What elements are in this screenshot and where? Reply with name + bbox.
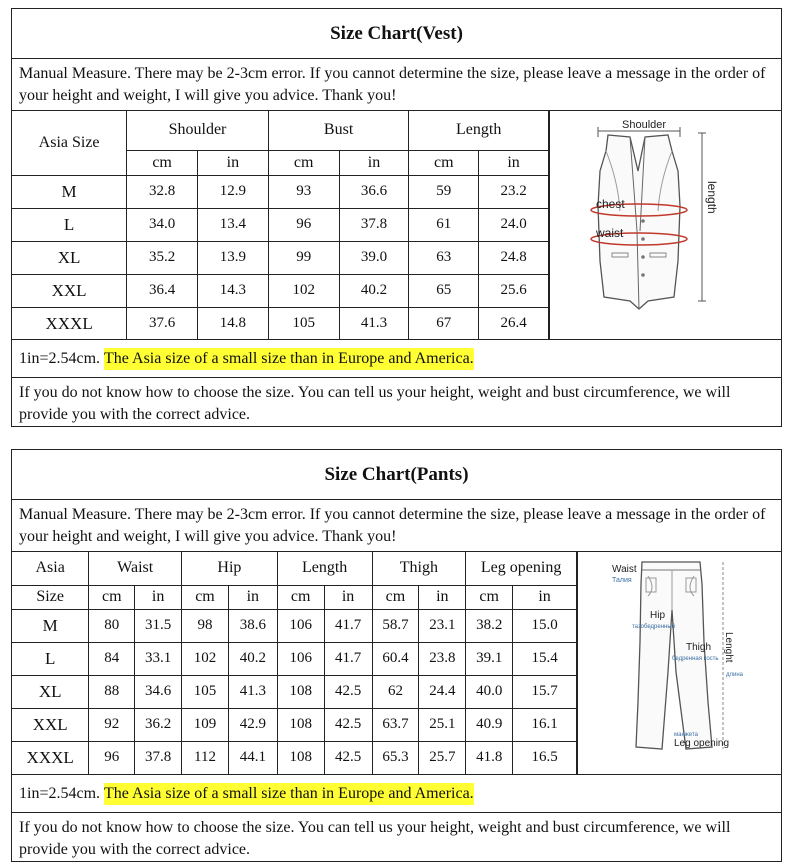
hip-label: Hip: [650, 610, 666, 621]
size-label-cell: M: [12, 175, 127, 208]
pants-conversion-line: [12, 775, 781, 813]
length-header: Length: [409, 111, 549, 150]
table-cell: 34.0: [127, 208, 198, 241]
table-cell: 80: [89, 609, 135, 642]
table-cell: 41.7: [324, 609, 372, 642]
table-cell: 108: [277, 741, 324, 774]
table-cell: 96: [268, 208, 339, 241]
waist-header: Waist: [89, 552, 182, 585]
table-cell: 39.1: [466, 642, 513, 675]
table-row: [12, 609, 577, 642]
table-cell: 99: [268, 241, 339, 274]
unit-cell: in: [339, 150, 409, 175]
unit-cell: in: [228, 585, 277, 609]
table-cell: 58.7: [372, 609, 419, 642]
table-cell: 32.8: [127, 175, 198, 208]
size-label-cell: L: [12, 642, 89, 675]
leg-opening-label: Leg opening: [674, 738, 730, 749]
table-cell: 63: [409, 241, 479, 274]
unit-cell: cm: [372, 585, 419, 609]
table-cell: 33.1: [135, 642, 182, 675]
table-cell: 35.2: [127, 241, 198, 274]
table-cell: 98: [182, 609, 229, 642]
size-label-cell: XXL: [12, 274, 127, 307]
table-row: [12, 274, 549, 307]
table-cell: 41.3: [339, 307, 409, 340]
table-cell: 40.9: [466, 708, 513, 741]
table-cell: 112: [182, 741, 229, 774]
size-label-cell: XL: [12, 675, 89, 708]
unit-cell: cm: [89, 585, 135, 609]
unit-cell: in: [135, 585, 182, 609]
table-cell: 102: [268, 274, 339, 307]
table-cell: 42.5: [324, 741, 372, 774]
hip-header: Hip: [182, 552, 278, 585]
unit-cell: cm: [127, 150, 198, 175]
table-cell: 37.8: [339, 208, 409, 241]
table-cell: 93: [268, 175, 339, 208]
table-cell: 26.4: [479, 307, 549, 340]
unit-cell: in: [324, 585, 372, 609]
waist-label: waist: [596, 226, 624, 240]
unit-cell: cm: [409, 150, 479, 175]
table-cell: 42.5: [324, 675, 372, 708]
size-column-header: Asia Size: [12, 111, 127, 175]
bust-header: Bust: [268, 111, 409, 150]
table-cell: 41.7: [324, 642, 372, 675]
vest-title: Size Chart(Vest): [12, 9, 781, 59]
waist-label: Waist: [612, 564, 637, 575]
table-cell: 25.6: [479, 274, 549, 307]
table-cell: 63.7: [372, 708, 419, 741]
table-cell: 40.2: [228, 642, 277, 675]
table-cell: 105: [268, 307, 339, 340]
thigh-header: Thigh: [372, 552, 466, 585]
pants-diagram-cell: [577, 552, 781, 774]
size-label-cell: L: [12, 208, 127, 241]
table-cell: 24.4: [419, 675, 466, 708]
table-cell: 13.4: [198, 208, 269, 241]
vest-table-row: [12, 111, 781, 340]
table-cell: 109: [182, 708, 229, 741]
size-label-cell: M: [12, 609, 89, 642]
leg-opening-header: Leg opening: [466, 552, 577, 585]
hip-ru-label: тазобедренный: [632, 624, 676, 630]
table-cell: 24.8: [479, 241, 549, 274]
size-label-cell: XXXL: [12, 741, 89, 774]
table-cell: 38.2: [466, 609, 513, 642]
table-cell: 105: [182, 675, 229, 708]
table-cell: 61: [409, 208, 479, 241]
vest-advice: If you do not know how to choose the size. You can tell us your height, weight and bust circumference, we will provide you with the correct advice.: [19, 384, 731, 423]
table-cell: 25.1: [419, 708, 466, 741]
unit-cell: in: [198, 150, 269, 175]
vest-measure-note: Manual Measure. There may be 2-3cm error. If you cannot determine the size, please leave a message in the order of your height and weight, I will give you advice. Thank you!: [12, 59, 781, 111]
table-cell: 15.7: [513, 675, 577, 708]
table-cell: 37.6: [127, 307, 198, 340]
table-cell: 67: [409, 307, 479, 340]
length-ru-label: длина: [726, 672, 744, 678]
pants-title: Size Chart(Pants): [12, 450, 781, 500]
unit-cell: cm: [277, 585, 324, 609]
pants-size-table: [12, 552, 577, 774]
thigh-label: Thigh: [686, 642, 712, 653]
table-cell: 108: [277, 675, 324, 708]
table-cell: 42.5: [324, 708, 372, 741]
table-cell: 16.5: [513, 741, 577, 774]
pants-table-row: [12, 552, 781, 775]
table-cell: 14.8: [198, 307, 269, 340]
table-row: [12, 175, 549, 208]
highlight-text: The Asia size of a small size than in Europe and America.: [104, 348, 474, 370]
table-cell: 106: [277, 642, 324, 675]
table-cell: 40.2: [339, 274, 409, 307]
table-cell: 23.1: [419, 609, 466, 642]
size-column-header-2: Size: [12, 585, 89, 609]
unit-cell: cm: [466, 585, 513, 609]
conversion-text: 1in=2.54cm.: [19, 784, 101, 802]
unit-cell: in: [479, 150, 549, 175]
table-cell: 88: [89, 675, 135, 708]
highlight-text: The Asia size of a small size than in Europe and America.: [104, 783, 474, 805]
pants-size-chart: [11, 449, 782, 862]
size-label-cell: XL: [12, 241, 127, 274]
length-header: Length: [277, 552, 372, 585]
table-cell: 59: [409, 175, 479, 208]
unit-cell: in: [513, 585, 577, 609]
table-cell: 34.6: [135, 675, 182, 708]
vest-size-chart: [11, 8, 782, 427]
table-cell: 44.1: [228, 741, 277, 774]
table-cell: 106: [277, 609, 324, 642]
table-cell: 108: [277, 708, 324, 741]
table-cell: 84: [89, 642, 135, 675]
pants-measure-note: Manual Measure. There may be 2-3cm error. If you cannot determine the size, please leave a message in the order of your height and weight, I will give you advice. Thank you!: [12, 500, 781, 552]
table-cell: 65.3: [372, 741, 419, 774]
table-cell: 40.0: [466, 675, 513, 708]
vest-diagram-cell: [549, 111, 781, 339]
unit-cell: cm: [268, 150, 339, 175]
table-row: [12, 307, 549, 340]
pants-advice: If you do not know how to choose the size. You can tell us your height, weight and bust circumference, we will provide you with the correct advice.: [19, 819, 731, 858]
table-cell: 15.4: [513, 642, 577, 675]
table-cell: 41.8: [466, 741, 513, 774]
table-cell: 92: [89, 708, 135, 741]
table-row: [12, 741, 577, 774]
conversion-text: 1in=2.54cm.: [19, 349, 101, 367]
waist-ru-label: Талия: [612, 577, 632, 584]
table-cell: 42.9: [228, 708, 277, 741]
table-cell: 23.8: [419, 642, 466, 675]
table-cell: 65: [409, 274, 479, 307]
table-cell: 36.4: [127, 274, 198, 307]
vest-outline-icon: [598, 135, 680, 309]
table-cell: 39.0: [339, 241, 409, 274]
table-cell: 15.0: [513, 609, 577, 642]
length-label: Lenght: [723, 632, 734, 663]
table-cell: 12.9: [198, 175, 269, 208]
table-row: [12, 708, 577, 741]
thigh-ru-label: бедренная кость: [672, 656, 719, 662]
unit-cell: cm: [182, 585, 229, 609]
chest-label: chest: [596, 197, 625, 211]
unit-cell: in: [419, 585, 466, 609]
table-row: [12, 642, 577, 675]
pants-measurement-diagram: [578, 552, 781, 774]
table-cell: 16.1: [513, 708, 577, 741]
table-cell: 62: [372, 675, 419, 708]
shoulder-header: Shoulder: [127, 111, 269, 150]
table-cell: 24.0: [479, 208, 549, 241]
table-row: [12, 675, 577, 708]
leg-ru-label: манжета: [674, 732, 698, 738]
table-cell: 31.5: [135, 609, 182, 642]
vest-measurement-diagram: [550, 111, 781, 339]
table-cell: 41.3: [228, 675, 277, 708]
table-cell: 36.2: [135, 708, 182, 741]
table-cell: 102: [182, 642, 229, 675]
table-cell: 96: [89, 741, 135, 774]
size-label-cell: XXXL: [12, 307, 127, 340]
shoulder-label: Shoulder: [622, 119, 667, 131]
table-cell: 36.6: [339, 175, 409, 208]
table-row: [12, 208, 549, 241]
table-cell: 13.9: [198, 241, 269, 274]
length-label: length: [705, 181, 719, 214]
table-cell: 60.4: [372, 642, 419, 675]
size-column-header: Asia: [12, 552, 89, 585]
table-cell: 25.7: [419, 741, 466, 774]
table-cell: 38.6: [228, 609, 277, 642]
table-cell: 37.8: [135, 741, 182, 774]
vest-conversion-line: [12, 340, 781, 378]
table-cell: 14.3: [198, 274, 269, 307]
table-row: [12, 241, 549, 274]
vest-size-table: [12, 111, 549, 340]
size-label-cell: XXL: [12, 708, 89, 741]
table-cell: 23.2: [479, 175, 549, 208]
